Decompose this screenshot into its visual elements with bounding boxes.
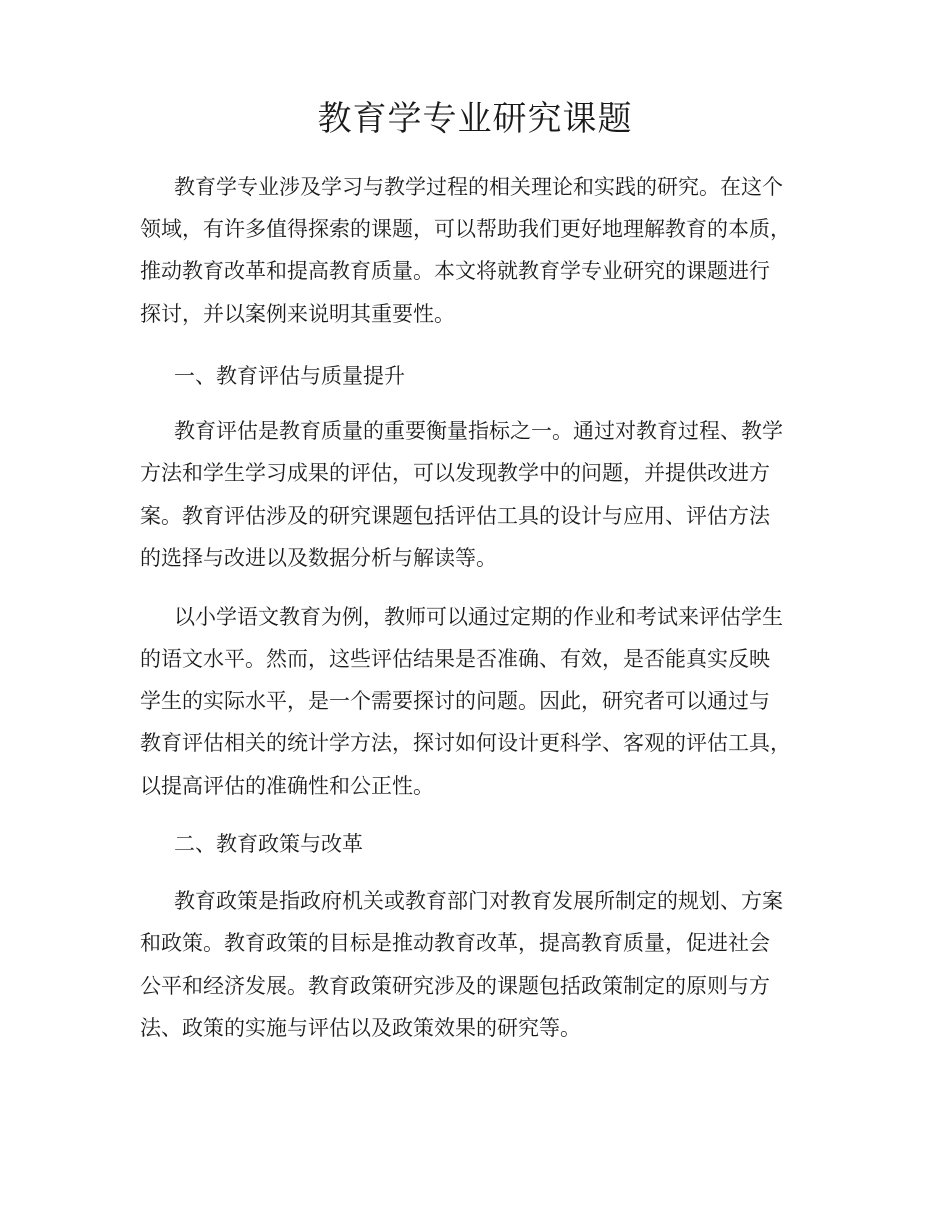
paragraph-line: 案。教育评估涉及的研究课题包括评估工具的设计与应用、评估方法 (140, 504, 770, 528)
paragraph-line: 的语文水平。然而，这些评估结果是否准确、有效，是否能真实反映 (140, 647, 770, 671)
paragraph-line: 法、政策的实施与评估以及政策效果的研究等。 (140, 1016, 581, 1040)
paragraph-line: 推动教育改革和提高教育质量。本文将就教育学专业研究的课题进行 (140, 259, 770, 283)
section-heading-text: 二、教育政策与改革 (174, 832, 363, 856)
paragraph-line: 教育学专业涉及学习与教学过程的相关理论和实践的研究。在这个 (174, 175, 783, 199)
paragraph-line: 公平和经济发展。教育政策研究涉及的课题包括政策制定的原则与方 (140, 974, 770, 998)
paragraph-line: 以提高评估的准确性和公正性。 (140, 774, 434, 798)
section-heading-text: 一、教育评估与质量提升 (174, 364, 405, 388)
paragraph-line: 学生的实际水平，是一个需要探讨的问题。因此，研究者可以通过与 (140, 689, 770, 713)
paragraph-line: 和政策。教育政策的目标是推动教育改革，提高教育质量，促进社会 (140, 931, 770, 955)
paragraph-line: 教育评估相关的统计学方法，探讨如何设计更科学、客观的评估工具， (140, 731, 791, 755)
paragraph-line: 探讨，并以案例来说明其重要性。 (140, 302, 455, 326)
paragraph-line: 教育政策是指政府机关或教育部门对教育发展所制定的规划、方案 (174, 889, 783, 913)
paragraph-line: 以小学语文教育为例，教师可以通过定期的作业和考试来评估学生 (174, 605, 783, 629)
paragraph-line: 的选择与改进以及数据分析与解读等。 (140, 546, 497, 570)
document-title: 教育学专业研究课题 (317, 99, 633, 139)
paragraph-line: 领域，有许多值得探索的课题，可以帮助我们更好地理解教育的本质， (140, 217, 791, 241)
paragraph-line: 教育评估是教育质量的重要衡量指标之一。通过对教育过程、教学 (174, 419, 783, 443)
paragraph-line: 方法和学生学习成果的评估，可以发现教学中的问题，并提供改进方 (140, 461, 770, 485)
